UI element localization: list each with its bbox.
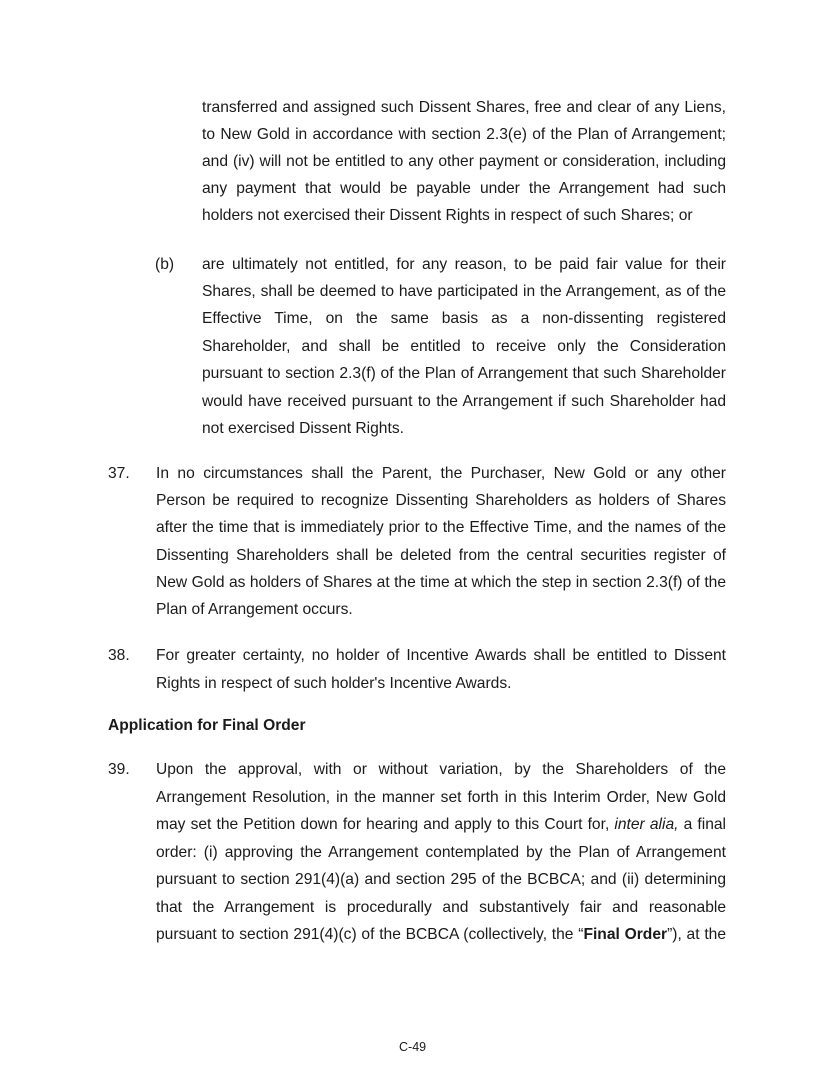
- section-heading: Application for Final Order: [108, 717, 306, 734]
- para-b-line-1: are ultimately not entitled, for any reason, to be paid fair value for their: [202, 256, 726, 273]
- para-38-line-1: For greater certainty, no holder of Incentive Awards shall be entitled to Dissent: [156, 647, 726, 664]
- para-b-line-7: not exercised Dissent Rights.: [202, 420, 404, 437]
- para-37-number: 37.: [108, 465, 130, 482]
- para-b-label: (b): [155, 256, 175, 273]
- para-b-line-3: Effective Time, on the same basis as a non-dissenting registered: [202, 310, 726, 327]
- para-b-line-2: Shares, shall be deemed to have participated in the Arrangement, as of the: [202, 283, 726, 300]
- para-37-line-2: Person be required to recognize Dissenting Shareholders as holders of Shares: [156, 492, 726, 509]
- para-37-line-4: Dissenting Shareholders shall be deleted from the central securities register of: [156, 547, 726, 564]
- final-order-term: Final Order: [583, 926, 668, 943]
- para-39-line-3-post: a final: [678, 816, 727, 833]
- para-39-line-3: [156, 815, 726, 835]
- para-a-line-1: transferred and assigned such Dissent Shares, free and clear of any Liens,: [202, 99, 726, 116]
- page-number: C-49: [399, 1040, 427, 1054]
- para-39-line-3-pre: may set the Petition down for hearing and apply to this Court for,: [156, 816, 615, 833]
- para-b-line-5: pursuant to section 2.3(f) of the Plan of Arrangement that such Shareholder: [202, 365, 726, 382]
- para-39-line-5: pursuant to section 291(4)(a) and section 295 of the BCBCA; and (ii) determining: [156, 871, 726, 888]
- para-a-line-3: and (iv) will not be entitled to any other payment or consideration, including: [202, 153, 726, 170]
- para-a-line-2: to New Gold in accordance with section 2.3(e) of the Plan of Arrangement;: [202, 126, 726, 143]
- para-37-line-1: In no circumstances shall the Parent, the Purchaser, New Gold or any other: [156, 465, 726, 482]
- para-37-line-6: Plan of Arrangement occurs.: [156, 601, 353, 618]
- para-b-line-4: Shareholder, and shall be entitled to receive only the Consideration: [202, 338, 726, 355]
- para-39-line-7: [156, 925, 726, 945]
- para-a-line-4: any payment that would be payable under the Arrangement had such: [202, 180, 726, 197]
- para-b-line-6: would have received pursuant to the Arrangement if such Shareholder had: [202, 393, 726, 410]
- para-39-line-1: Upon the approval, with or without variation, by the Shareholders of the: [156, 761, 726, 778]
- para-39-line-4: order: (i) approving the Arrangement contemplated by the Plan of Arrangement: [156, 844, 726, 861]
- para-39-line-7-pre: pursuant to section 291(4)(c) of the BCBCA (collectively, the “: [156, 926, 584, 943]
- para-39-number: 39.: [108, 761, 130, 778]
- para-39-line-7-post: ”), at the: [667, 926, 726, 943]
- para-39-line-6: that the Arrangement is procedurally and substantively fair and reasonable: [156, 899, 726, 916]
- para-a-line-5: holders not exercised their Dissent Rights in respect of such Shares; or: [202, 207, 693, 224]
- para-38-number: 38.: [108, 647, 130, 664]
- para-38-line-2: Rights in respect of such holder's Incentive Awards.: [156, 675, 512, 692]
- para-37-line-5: New Gold as holders of Shares at the time at which the step in section 2.3(f) of the: [156, 574, 726, 591]
- para-39-line-3-italic: inter alia,: [614, 816, 679, 833]
- para-39-line-2: Arrangement Resolution, in the manner set forth in this Interim Order, New Gold: [156, 789, 726, 806]
- para-37-line-3: after the time that is immediately prior to the Effective Time, and the names of the: [156, 519, 726, 536]
